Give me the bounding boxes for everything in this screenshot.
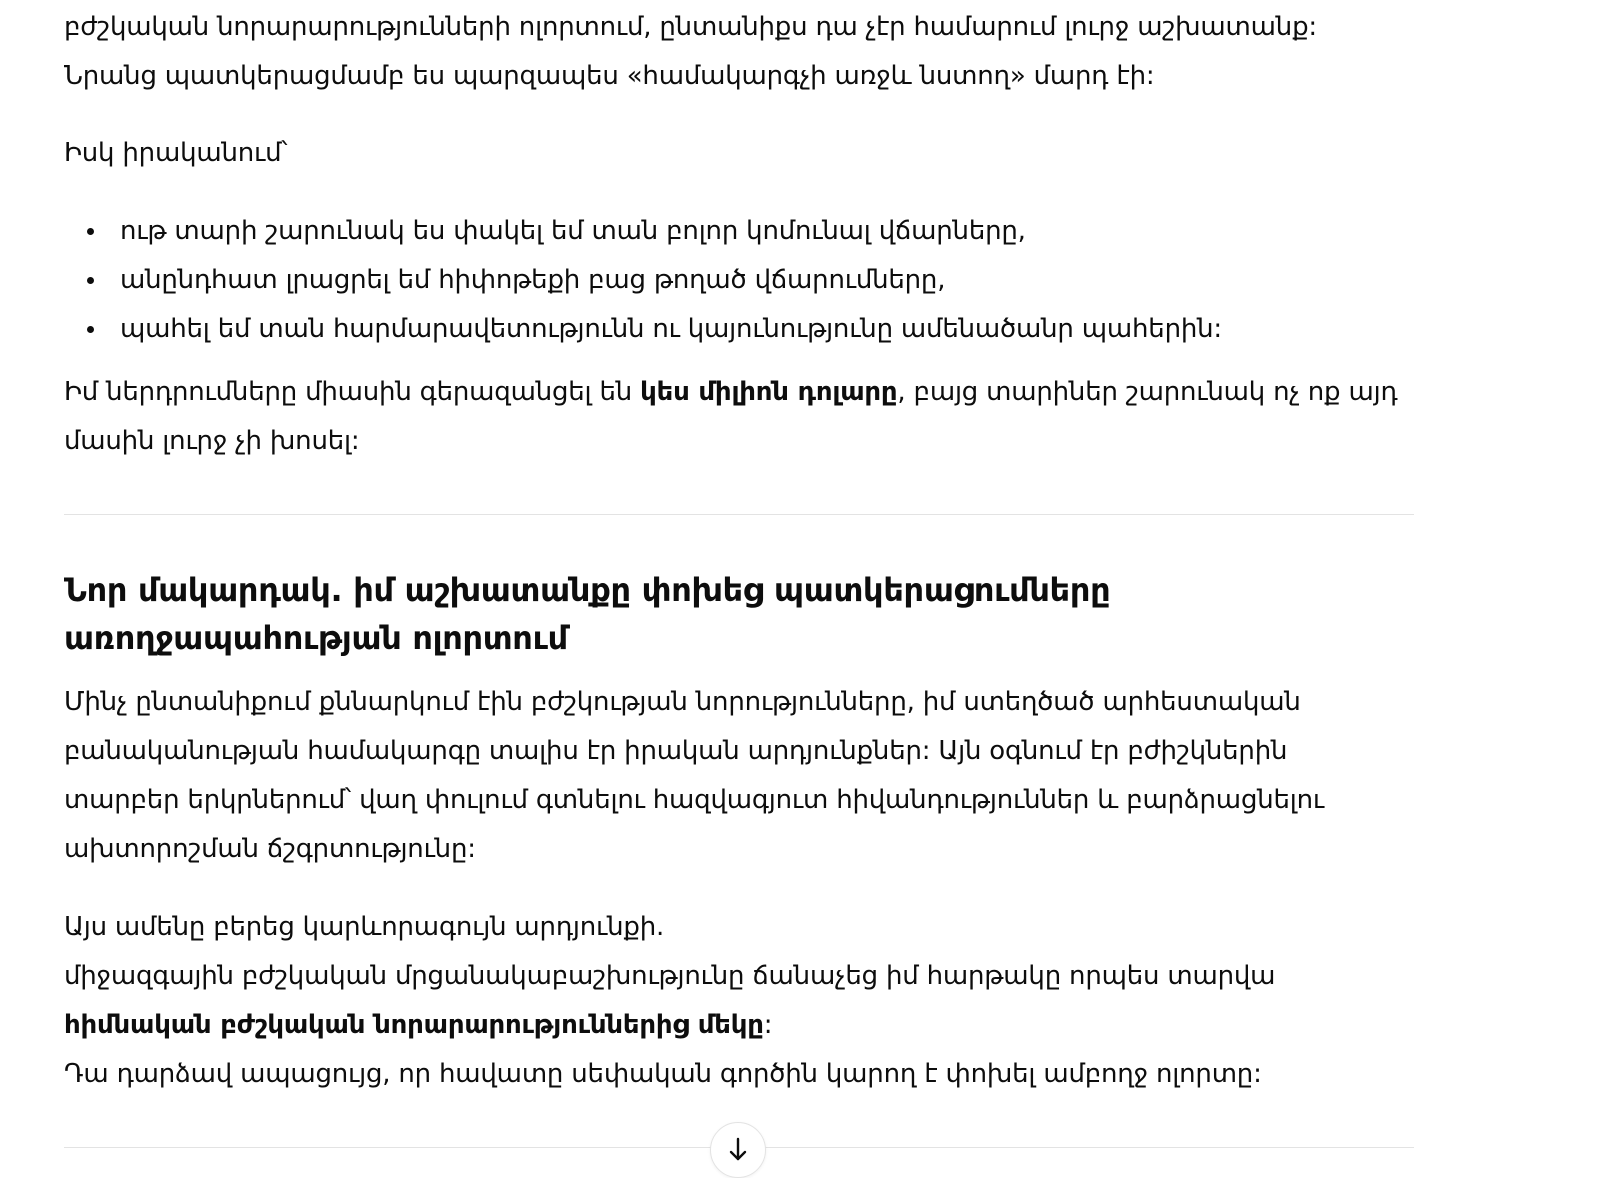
section-divider bbox=[64, 514, 1414, 515]
investment-text-after: , բայց տարիներ շարունակ ոչ ոք այդ մասին լուրջ չի խոսել: bbox=[64, 377, 1398, 456]
result-paragraph: Մինչ ընտանիքում քննարկում էին բժշկության նորությունները, իմ ստեղծած արհեստական բանականության համակարգը տալիս էր իրական արդյունքներ: Այն օգնում էր բժիշկներին տարբեր երկրներում՝ վաղ փուլում գտնելու հազվագյուտ հիվանդություններ և բարձրացնելու ախտորոշման ճշգրտությունը: bbox=[64, 687, 1324, 864]
outcome-highlight: հիմնական բժշկական նորարարություններից մեկը bbox=[64, 1010, 764, 1040]
investment-amount: կես միլիոն դոլարը bbox=[640, 377, 898, 407]
bullet-dot bbox=[87, 277, 94, 284]
bullet-dot bbox=[87, 228, 94, 235]
scroll-to-bottom-button[interactable] bbox=[710, 1122, 766, 1178]
list-item-text: պահել եմ տան հարմարավետությունն ու կայունությունը ամենածանր պահերին: bbox=[120, 314, 1222, 344]
list-item-text: ութ տարի շարունակ ես փակել եմ տան բոլոր կոմունալ վճարները, bbox=[120, 216, 1026, 246]
outcome-line-3: Դա դարձավ ապացույց, որ հավատը սեփական գործին կարող է փոխել ամբողջ ոլորտը: bbox=[64, 1059, 1262, 1089]
outcome-line-2-after: : bbox=[763, 1010, 773, 1040]
isk-paragraph: Իսկ իրականում՝ bbox=[64, 138, 288, 168]
section-heading: Նոր մակարդակ. իմ աշխատանքը փոխեց պատկերացումները առողջապահության ոլորտում bbox=[64, 571, 1111, 657]
outcome-paragraph bbox=[64, 903, 1414, 1099]
outcome-line-2-before: միջազգային բժշկական մրցանակաբաշխությունը ճանաչեց իմ հարթակը որպես տարվա bbox=[64, 961, 1276, 991]
investment-text-before: Իմ ներդրումները միասին գերազանցել են bbox=[64, 377, 641, 407]
list-item bbox=[120, 305, 1420, 354]
list-item bbox=[120, 207, 1420, 256]
list-item bbox=[120, 256, 1420, 305]
outcome-line-1: Այս ամենը բերեց կարևորագույն արդյունքի. bbox=[64, 912, 665, 942]
arrow-down-icon bbox=[728, 1137, 748, 1163]
intro-paragraph: բժշկական նորարարությունների ոլորտում, ընտանիքս դա չէր համարում լուրջ աշխատանք: Նրանց պատկերացմամբ ես պարզապես «համակարգչի առջև նստող» մարդ էի: bbox=[64, 12, 1317, 91]
investment-paragraph bbox=[64, 368, 1414, 466]
achievements-list bbox=[64, 207, 1420, 354]
bullet-dot bbox=[87, 326, 94, 333]
list-item-text: անընդհատ լրացրել եմ հիփոթեքի բաց թողած վճարումները, bbox=[120, 265, 946, 295]
